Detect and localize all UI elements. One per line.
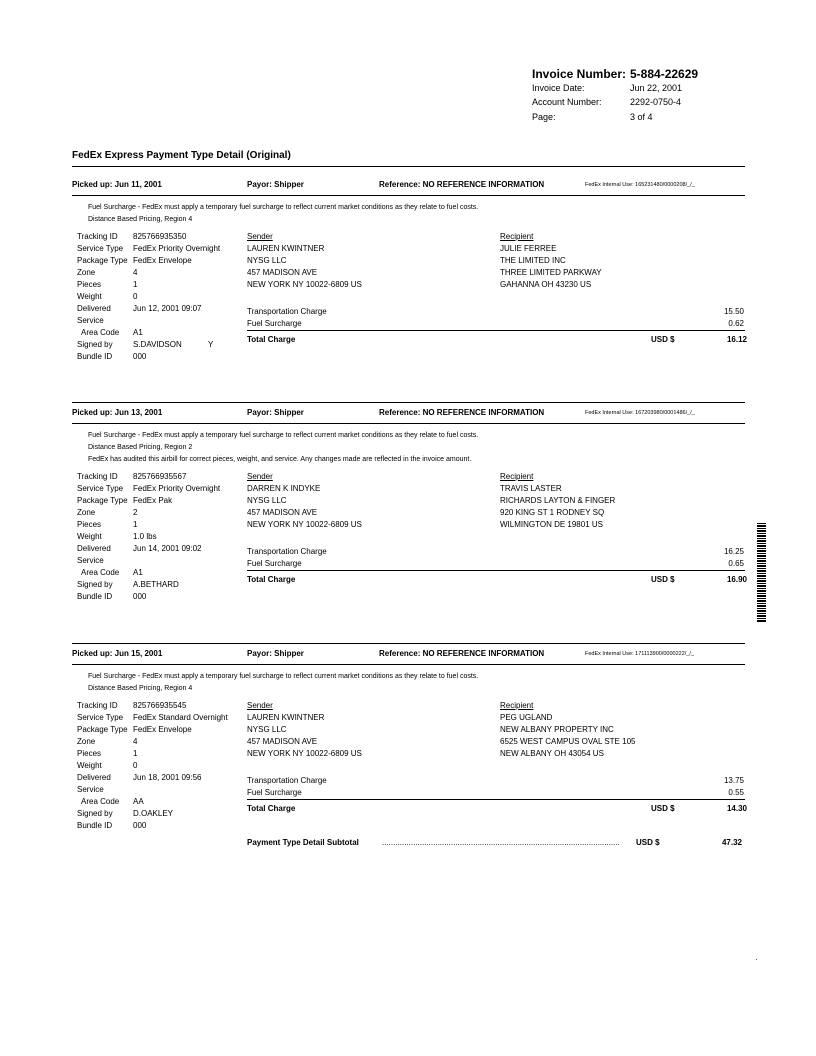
label-bundle-id: Bundle ID bbox=[77, 352, 113, 361]
picked-up-date: Picked up: Jun 13, 2001 bbox=[72, 408, 163, 417]
note-line: Distance Based Pricing, Region 4 bbox=[88, 216, 193, 223]
divider bbox=[72, 664, 745, 665]
label-delivered: Delivered bbox=[77, 544, 111, 553]
recipient-line: WILMINGTON DE 19801 US bbox=[500, 520, 603, 529]
label-tracking-id: Tracking ID bbox=[77, 472, 118, 481]
recipient-line: GAHANNA OH 43230 US bbox=[500, 280, 592, 289]
recipient-line: 6525 WEST CAMPUS OVAL STE 105 bbox=[500, 737, 636, 746]
label-signed-by: Signed by bbox=[77, 580, 113, 589]
value-zone: 4 bbox=[133, 268, 138, 277]
value-pieces: 1 bbox=[133, 520, 138, 529]
sender-line: NYSG LLC bbox=[247, 725, 287, 734]
label-area-code: Area Code bbox=[81, 797, 120, 806]
value-area-code: AA bbox=[133, 797, 144, 806]
fuel-surcharge-value: 0.55 bbox=[728, 788, 744, 797]
label-service-type: Service Type bbox=[77, 244, 124, 253]
label-pieces: Pieces bbox=[77, 520, 102, 529]
label-weight: Weight bbox=[77, 292, 102, 301]
account-number-label: Account Number: bbox=[532, 97, 602, 107]
subtotal-value: 47.32 bbox=[721, 838, 742, 847]
picked-up-date: Picked up: Jun 15, 2001 bbox=[72, 649, 163, 658]
value-signed-by: D.OAKLEY bbox=[133, 809, 174, 818]
note-line: Fuel Surcharge - FedEx must apply a temporary fuel surcharge to reflect current market conditions as they relate to fuel costs. bbox=[88, 204, 479, 211]
payor: Payor: Shipper bbox=[247, 649, 304, 658]
reference: Reference: NO REFERENCE INFORMATION bbox=[379, 649, 545, 658]
sender-line: 457 MADISON AVE bbox=[247, 508, 318, 517]
fuel-surcharge-label: Fuel Surcharge bbox=[247, 559, 302, 568]
transportation-charge-value: 13.75 bbox=[723, 776, 744, 785]
value-delivered: Jun 12, 2001 09:07 bbox=[133, 304, 202, 313]
sender-line: NEW YORK NY 10022-6809 US bbox=[247, 280, 362, 289]
subtotal-leader: ........................................................................................................... bbox=[382, 838, 620, 847]
label-weight: Weight bbox=[77, 532, 102, 541]
label-service-type: Service Type bbox=[77, 484, 124, 493]
recipient-heading: Recipient bbox=[500, 701, 534, 710]
value-tracking-id: 825766935350 bbox=[133, 232, 187, 241]
barcode bbox=[757, 523, 766, 623]
recipient-line: THE LIMITED INC bbox=[500, 256, 566, 265]
subtotal-label: Payment Type Detail Subtotal bbox=[247, 838, 359, 847]
invoice-date-label: Invoice Date: bbox=[532, 83, 585, 93]
recipient-line: RICHARDS LAYTON & FINGER bbox=[500, 496, 616, 505]
fuel-surcharge-value: 0.65 bbox=[728, 559, 744, 568]
value-bundle-id: 000 bbox=[133, 352, 147, 361]
total-currency: USD $ bbox=[651, 804, 675, 813]
recipient-line: TRAVIS LASTER bbox=[500, 484, 562, 493]
recipient-heading: Recipient bbox=[500, 232, 534, 241]
value-pieces: 1 bbox=[133, 749, 138, 758]
value-delivered: Jun 14, 2001 09:02 bbox=[133, 544, 202, 553]
recipient-line: NEW ALBANY OH 43054 US bbox=[500, 749, 604, 758]
divider bbox=[72, 402, 745, 403]
total-charge-value: 16.12 bbox=[726, 335, 747, 344]
label-delivered: Delivered bbox=[77, 304, 111, 313]
total-divider bbox=[247, 570, 745, 571]
note-line: Fuel Surcharge - FedEx must apply a temporary fuel surcharge to reflect current market conditions as they relate to fuel costs. bbox=[88, 432, 479, 439]
sender-line: 457 MADISON AVE bbox=[247, 268, 318, 277]
divider bbox=[72, 643, 745, 644]
label-bundle-id: Bundle ID bbox=[77, 592, 113, 601]
value-zone: 2 bbox=[133, 508, 138, 517]
label-zone: Zone bbox=[77, 508, 96, 517]
picked-up-date: Picked up: Jun 11, 2001 bbox=[72, 180, 162, 189]
label-zone: Zone bbox=[77, 737, 96, 746]
value-tracking-id: 825766935567 bbox=[133, 472, 187, 481]
sender-heading: Sender bbox=[247, 232, 273, 241]
label-area-code: Area Code bbox=[81, 568, 120, 577]
recipient-line: NEW ALBANY PROPERTY INC bbox=[500, 725, 614, 734]
invoice-number-label: Invoice Number: bbox=[532, 67, 627, 81]
recipient-line: THREE LIMITED PARKWAY bbox=[500, 268, 602, 277]
sender-heading: Sender bbox=[247, 701, 273, 710]
label-pieces: Pieces bbox=[77, 749, 102, 758]
sender-line: 457 MADISON AVE bbox=[247, 737, 318, 746]
sender-line: LAUREN KWINTNER bbox=[247, 244, 325, 253]
total-charge-label: Total Charge bbox=[247, 335, 296, 344]
value-service-type: FedEx Standard Overnight bbox=[133, 713, 228, 722]
sender-line: NYSG LLC bbox=[247, 256, 287, 265]
value-weight: 0 bbox=[133, 761, 138, 770]
sender-line: NEW YORK NY 10022-6809 US bbox=[247, 520, 362, 529]
divider bbox=[72, 423, 745, 424]
invoice-number: 5-884-22629 bbox=[630, 67, 699, 81]
label-bundle-id: Bundle ID bbox=[77, 821, 113, 830]
transportation-charge-value: 15.50 bbox=[723, 307, 744, 316]
total-charge-label: Total Charge bbox=[247, 804, 296, 813]
subtotal-currency: USD $ bbox=[636, 838, 660, 847]
title-divider bbox=[72, 166, 745, 167]
signed-flag: Y bbox=[208, 340, 214, 349]
recipient-line: PEG UGLAND bbox=[500, 713, 553, 722]
internal-use: FedEx Internal Use: 165231480/0000208/_/_ bbox=[585, 182, 695, 188]
value-zone: 4 bbox=[133, 737, 138, 746]
value-bundle-id: 000 bbox=[133, 592, 147, 601]
value-bundle-id: 000 bbox=[133, 821, 147, 830]
invoice-date: Jun 22, 2001 bbox=[630, 83, 683, 93]
label-package-type: Package Type bbox=[77, 725, 128, 734]
value-signed-by: S.DAVIDSON bbox=[133, 340, 182, 349]
label-service: Service bbox=[77, 556, 104, 565]
label-delivered: Delivered bbox=[77, 773, 111, 782]
value-weight: 1.0 lbs bbox=[133, 532, 157, 541]
label-signed-by: Signed by bbox=[77, 340, 113, 349]
value-area-code: A1 bbox=[133, 328, 143, 337]
value-weight: 0 bbox=[133, 292, 138, 301]
page-title: FedEx Express Payment Type Detail (Original) bbox=[72, 150, 291, 161]
transportation-charge-label: Transportation Charge bbox=[247, 776, 327, 785]
payor: Payor: Shipper bbox=[247, 180, 304, 189]
transportation-charge-value: 16.25 bbox=[723, 547, 744, 556]
transportation-charge-label: Transportation Charge bbox=[247, 547, 327, 556]
fuel-surcharge-label: Fuel Surcharge bbox=[247, 788, 302, 797]
label-tracking-id: Tracking ID bbox=[77, 232, 118, 241]
page-number: 3 of 4 bbox=[630, 112, 653, 122]
label-pieces: Pieces bbox=[77, 280, 102, 289]
total-charge-value: 16.90 bbox=[726, 575, 747, 584]
label-signed-by: Signed by bbox=[77, 809, 113, 818]
note-line: Distance Based Pricing, Region 2 bbox=[88, 444, 193, 451]
note-line: FedEx has audited this airbill for correct pieces, weight, and service. Any changes made are reflected in the invoice amount. bbox=[88, 456, 472, 463]
total-charge-label: Total Charge bbox=[247, 575, 296, 584]
payor: Payor: Shipper bbox=[247, 408, 304, 417]
recipient-line: JULIE FERREE bbox=[500, 244, 557, 253]
page-label: Page: bbox=[532, 112, 556, 122]
value-pieces: 1 bbox=[133, 280, 138, 289]
sender-line: NEW YORK NY 10022-6809 US bbox=[247, 749, 362, 758]
value-package-type: FedEx Pak bbox=[133, 496, 173, 505]
total-currency: USD $ bbox=[651, 335, 675, 344]
value-package-type: FedEx Envelope bbox=[133, 256, 192, 265]
fuel-surcharge-value: 0.62 bbox=[728, 319, 744, 328]
note-line: Fuel Surcharge - FedEx must apply a temporary fuel surcharge to reflect current market conditions as they relate to fuel costs. bbox=[88, 673, 479, 680]
note-line: Distance Based Pricing, Region 4 bbox=[88, 685, 193, 692]
account-number: 2292-0750-4 bbox=[630, 97, 682, 107]
label-package-type: Package Type bbox=[77, 256, 128, 265]
recipient-heading: Recipient bbox=[500, 472, 534, 481]
value-signed-by: A.BETHARD bbox=[133, 580, 179, 589]
label-tracking-id: Tracking ID bbox=[77, 701, 118, 710]
total-charge-value: 14.30 bbox=[726, 804, 747, 813]
reference: Reference: NO REFERENCE INFORMATION bbox=[379, 408, 545, 417]
sender-line: DARREN K INDYKE bbox=[247, 484, 321, 493]
label-area-code: Area Code bbox=[81, 328, 120, 337]
label-service: Service bbox=[77, 316, 104, 325]
value-area-code: A1 bbox=[133, 568, 143, 577]
sender-line: LAUREN KWINTNER bbox=[247, 713, 325, 722]
internal-use: FedEx Internal Use: 171113900/0000222/_/_ bbox=[585, 651, 694, 657]
value-package-type: FedEx Envelope bbox=[133, 725, 192, 734]
sender-heading: Sender bbox=[247, 472, 273, 481]
sender-line: NYSG LLC bbox=[247, 496, 287, 505]
page-mark: · bbox=[755, 955, 758, 964]
label-weight: Weight bbox=[77, 761, 102, 770]
label-service: Service bbox=[77, 785, 104, 794]
recipient-line: 920 KING ST 1 RODNEY SQ bbox=[500, 508, 605, 517]
value-tracking-id: 825766935545 bbox=[133, 701, 187, 710]
value-service-type: FedEx Priority Overnight bbox=[133, 484, 221, 493]
internal-use: FedEx Internal Use: 167203980/0001486/_/_ bbox=[585, 410, 695, 416]
value-service-type: FedEx Priority Overnight bbox=[133, 244, 221, 253]
fuel-surcharge-label: Fuel Surcharge bbox=[247, 319, 302, 328]
reference: Reference: NO REFERENCE INFORMATION bbox=[379, 180, 545, 189]
divider bbox=[72, 195, 745, 196]
total-currency: USD $ bbox=[651, 575, 675, 584]
total-divider bbox=[247, 799, 745, 800]
total-divider bbox=[247, 330, 745, 331]
label-service-type: Service Type bbox=[77, 713, 124, 722]
label-zone: Zone bbox=[77, 268, 96, 277]
value-delivered: Jun 18, 2001 09:56 bbox=[133, 773, 202, 782]
transportation-charge-label: Transportation Charge bbox=[247, 307, 327, 316]
label-package-type: Package Type bbox=[77, 496, 128, 505]
